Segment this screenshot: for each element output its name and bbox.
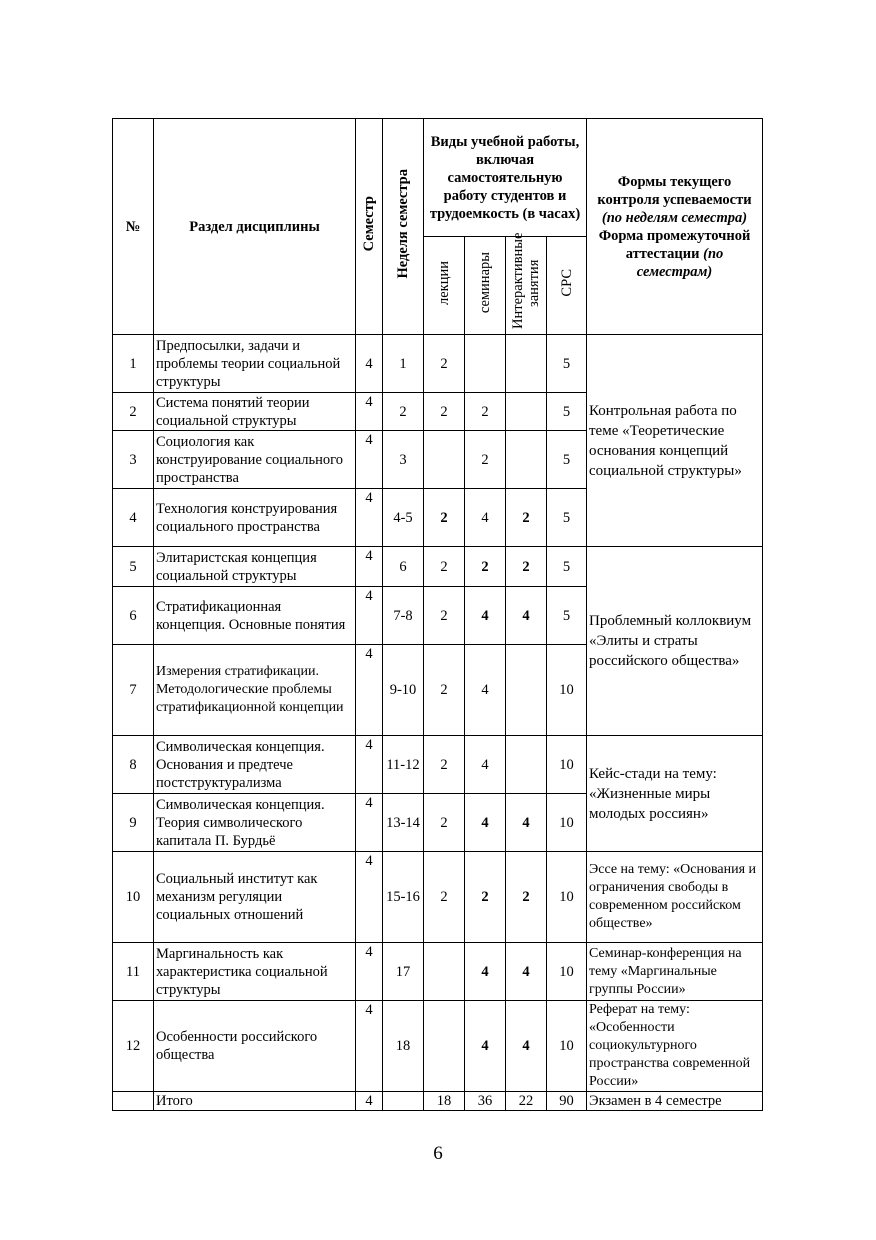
form-control-5: Семинар-конференция на тему «Маргинальные группы России» (587, 943, 763, 1001)
row-srs: 10 (547, 794, 587, 852)
total-lectures: 18 (424, 1092, 465, 1111)
row-seminars: 4 (465, 587, 506, 645)
row-srs: 10 (547, 1001, 587, 1092)
total-semester: 4 (356, 1092, 383, 1111)
row-srs: 5 (547, 335, 587, 393)
row-num: 3 (113, 431, 154, 489)
row-lectures: 2 (424, 587, 465, 645)
row-num: 4 (113, 489, 154, 547)
total-row (113, 1092, 763, 1111)
header-num: № (113, 119, 154, 335)
row-section: Символическая концепция. Теория символического капитала П. Бурдьё (154, 794, 356, 852)
row-lectures: 2 (424, 852, 465, 943)
header-semester: Семестр (356, 119, 383, 335)
row-lectures (424, 1001, 465, 1092)
row-section: Символическая концепция. Основания и предтече постструктурализма (154, 736, 356, 794)
row-srs: 10 (547, 943, 587, 1001)
row-lectures: 2 (424, 645, 465, 736)
row-srs: 10 (547, 736, 587, 794)
row-semester: 4 (356, 489, 383, 547)
form-control-6: Реферат на тему: «Особенности социокультурного пространства современной России» (587, 1001, 763, 1092)
header-week: Неделя семестра (383, 119, 424, 335)
row-num: 2 (113, 393, 154, 431)
table-row (113, 547, 763, 587)
row-num: 9 (113, 794, 154, 852)
row-srs: 10 (547, 645, 587, 736)
row-seminars: 4 (465, 794, 506, 852)
form-control-2: Проблемный коллоквиум «Элиты и страты российского общества» (587, 547, 763, 736)
row-lectures (424, 431, 465, 489)
table-row (113, 335, 763, 393)
total-week (383, 1092, 424, 1111)
header-forms: Формы текущего контроля успеваемости (по неделям семестра) Форма промежуточной аттестации (по семестрам) (587, 119, 763, 335)
page-number: 6 (433, 1143, 443, 1164)
row-num: 12 (113, 1001, 154, 1092)
row-lectures: 2 (424, 736, 465, 794)
table-row (113, 943, 763, 1001)
row-week: 9-10 (383, 645, 424, 736)
row-lectures: 2 (424, 547, 465, 587)
row-interactive: 4 (506, 794, 547, 852)
row-interactive: 4 (506, 587, 547, 645)
row-section: Технология конструирования социального пространства (154, 489, 356, 547)
form-control-3: Кейс-стади на тему: «Жизненные миры молодых россиян» (587, 736, 763, 852)
row-srs: 5 (547, 489, 587, 547)
row-srs: 10 (547, 852, 587, 943)
row-interactive (506, 335, 547, 393)
header-section: Раздел дисциплины (154, 119, 356, 335)
row-seminars: 2 (465, 431, 506, 489)
row-interactive (506, 645, 547, 736)
row-seminars: 4 (465, 489, 506, 547)
total-srs: 90 (547, 1092, 587, 1111)
row-interactive (506, 736, 547, 794)
row-num: 7 (113, 645, 154, 736)
row-interactive: 2 (506, 489, 547, 547)
row-srs: 5 (547, 547, 587, 587)
row-semester: 4 (356, 547, 383, 587)
row-week: 13-14 (383, 794, 424, 852)
row-section: Элитаристская концепция социальной структуры (154, 547, 356, 587)
row-semester: 4 (356, 335, 383, 393)
row-semester: 4 (356, 645, 383, 736)
row-lectures: 2 (424, 489, 465, 547)
row-week: 15-16 (383, 852, 424, 943)
row-section: Социология как конструирование социального пространства (154, 431, 356, 489)
row-section: Измерения стратификации. Методологические проблемы стратификационной концепции (154, 645, 356, 736)
row-interactive: 4 (506, 943, 547, 1001)
row-semester: 4 (356, 794, 383, 852)
row-semester: 4 (356, 587, 383, 645)
row-num: 11 (113, 943, 154, 1001)
table-row (113, 1001, 763, 1092)
row-srs: 5 (547, 587, 587, 645)
row-section: Особенности российского общества (154, 1001, 356, 1092)
row-interactive: 2 (506, 547, 547, 587)
row-lectures: 2 (424, 794, 465, 852)
row-week: 11-12 (383, 736, 424, 794)
row-interactive (506, 393, 547, 431)
header-work-types: Виды учебной работы, включая самостоятельную работу студентов и трудоемкость (в часах) (424, 119, 587, 237)
form-control-4: Эссе на тему: «Основания и ограничения свободы в современном российском обществе» (587, 852, 763, 943)
row-section: Предпосылки, задачи и проблемы теории социальной структуры (154, 335, 356, 393)
row-seminars: 2 (465, 547, 506, 587)
row-srs: 5 (547, 393, 587, 431)
header-lectures: лекции (424, 237, 465, 335)
row-week: 7-8 (383, 587, 424, 645)
row-num: 10 (113, 852, 154, 943)
row-semester: 4 (356, 736, 383, 794)
row-section: Социальный институт как механизм регуляции социальных отношений (154, 852, 356, 943)
form-control-1: Контрольная работа по теме «Теоретические основания концепций социальной структуры» (587, 335, 763, 547)
row-week: 17 (383, 943, 424, 1001)
row-seminars: 4 (465, 736, 506, 794)
total-label: Итого (154, 1092, 356, 1111)
row-section: Маргинальность как характеристика социальной структуры (154, 943, 356, 1001)
row-semester: 4 (356, 431, 383, 489)
row-seminars: 4 (465, 645, 506, 736)
row-seminars (465, 335, 506, 393)
row-seminars: 2 (465, 852, 506, 943)
row-num: 1 (113, 335, 154, 393)
row-week: 3 (383, 431, 424, 489)
table-row (113, 852, 763, 943)
row-semester: 4 (356, 393, 383, 431)
row-num: 8 (113, 736, 154, 794)
row-lectures (424, 943, 465, 1001)
header-srs: СРС (547, 237, 587, 335)
row-section: Система понятий теории социальной структуры (154, 393, 356, 431)
row-num: 5 (113, 547, 154, 587)
total-form: Экзамен в 4 семестре (587, 1092, 763, 1111)
row-semester: 4 (356, 1001, 383, 1092)
row-interactive: 4 (506, 1001, 547, 1092)
row-num: 6 (113, 587, 154, 645)
table-row (113, 736, 763, 794)
row-week: 1 (383, 335, 424, 393)
row-lectures: 2 (424, 335, 465, 393)
header-interactive: Интерактивные занятия (506, 237, 547, 335)
row-semester: 4 (356, 852, 383, 943)
row-semester: 4 (356, 943, 383, 1001)
header-seminars: семинары (465, 237, 506, 335)
row-week: 2 (383, 393, 424, 431)
row-section: Стратификационная концепция. Основные понятия (154, 587, 356, 645)
row-week: 4-5 (383, 489, 424, 547)
row-lectures: 2 (424, 393, 465, 431)
row-srs: 5 (547, 431, 587, 489)
row-week: 18 (383, 1001, 424, 1092)
row-seminars: 4 (465, 1001, 506, 1092)
discipline-plan-table (112, 118, 763, 1111)
row-seminars: 2 (465, 393, 506, 431)
total-num (113, 1092, 154, 1111)
row-week: 6 (383, 547, 424, 587)
row-interactive (506, 431, 547, 489)
total-interactive: 22 (506, 1092, 547, 1111)
total-seminars: 36 (465, 1092, 506, 1111)
row-interactive: 2 (506, 852, 547, 943)
row-seminars: 4 (465, 943, 506, 1001)
